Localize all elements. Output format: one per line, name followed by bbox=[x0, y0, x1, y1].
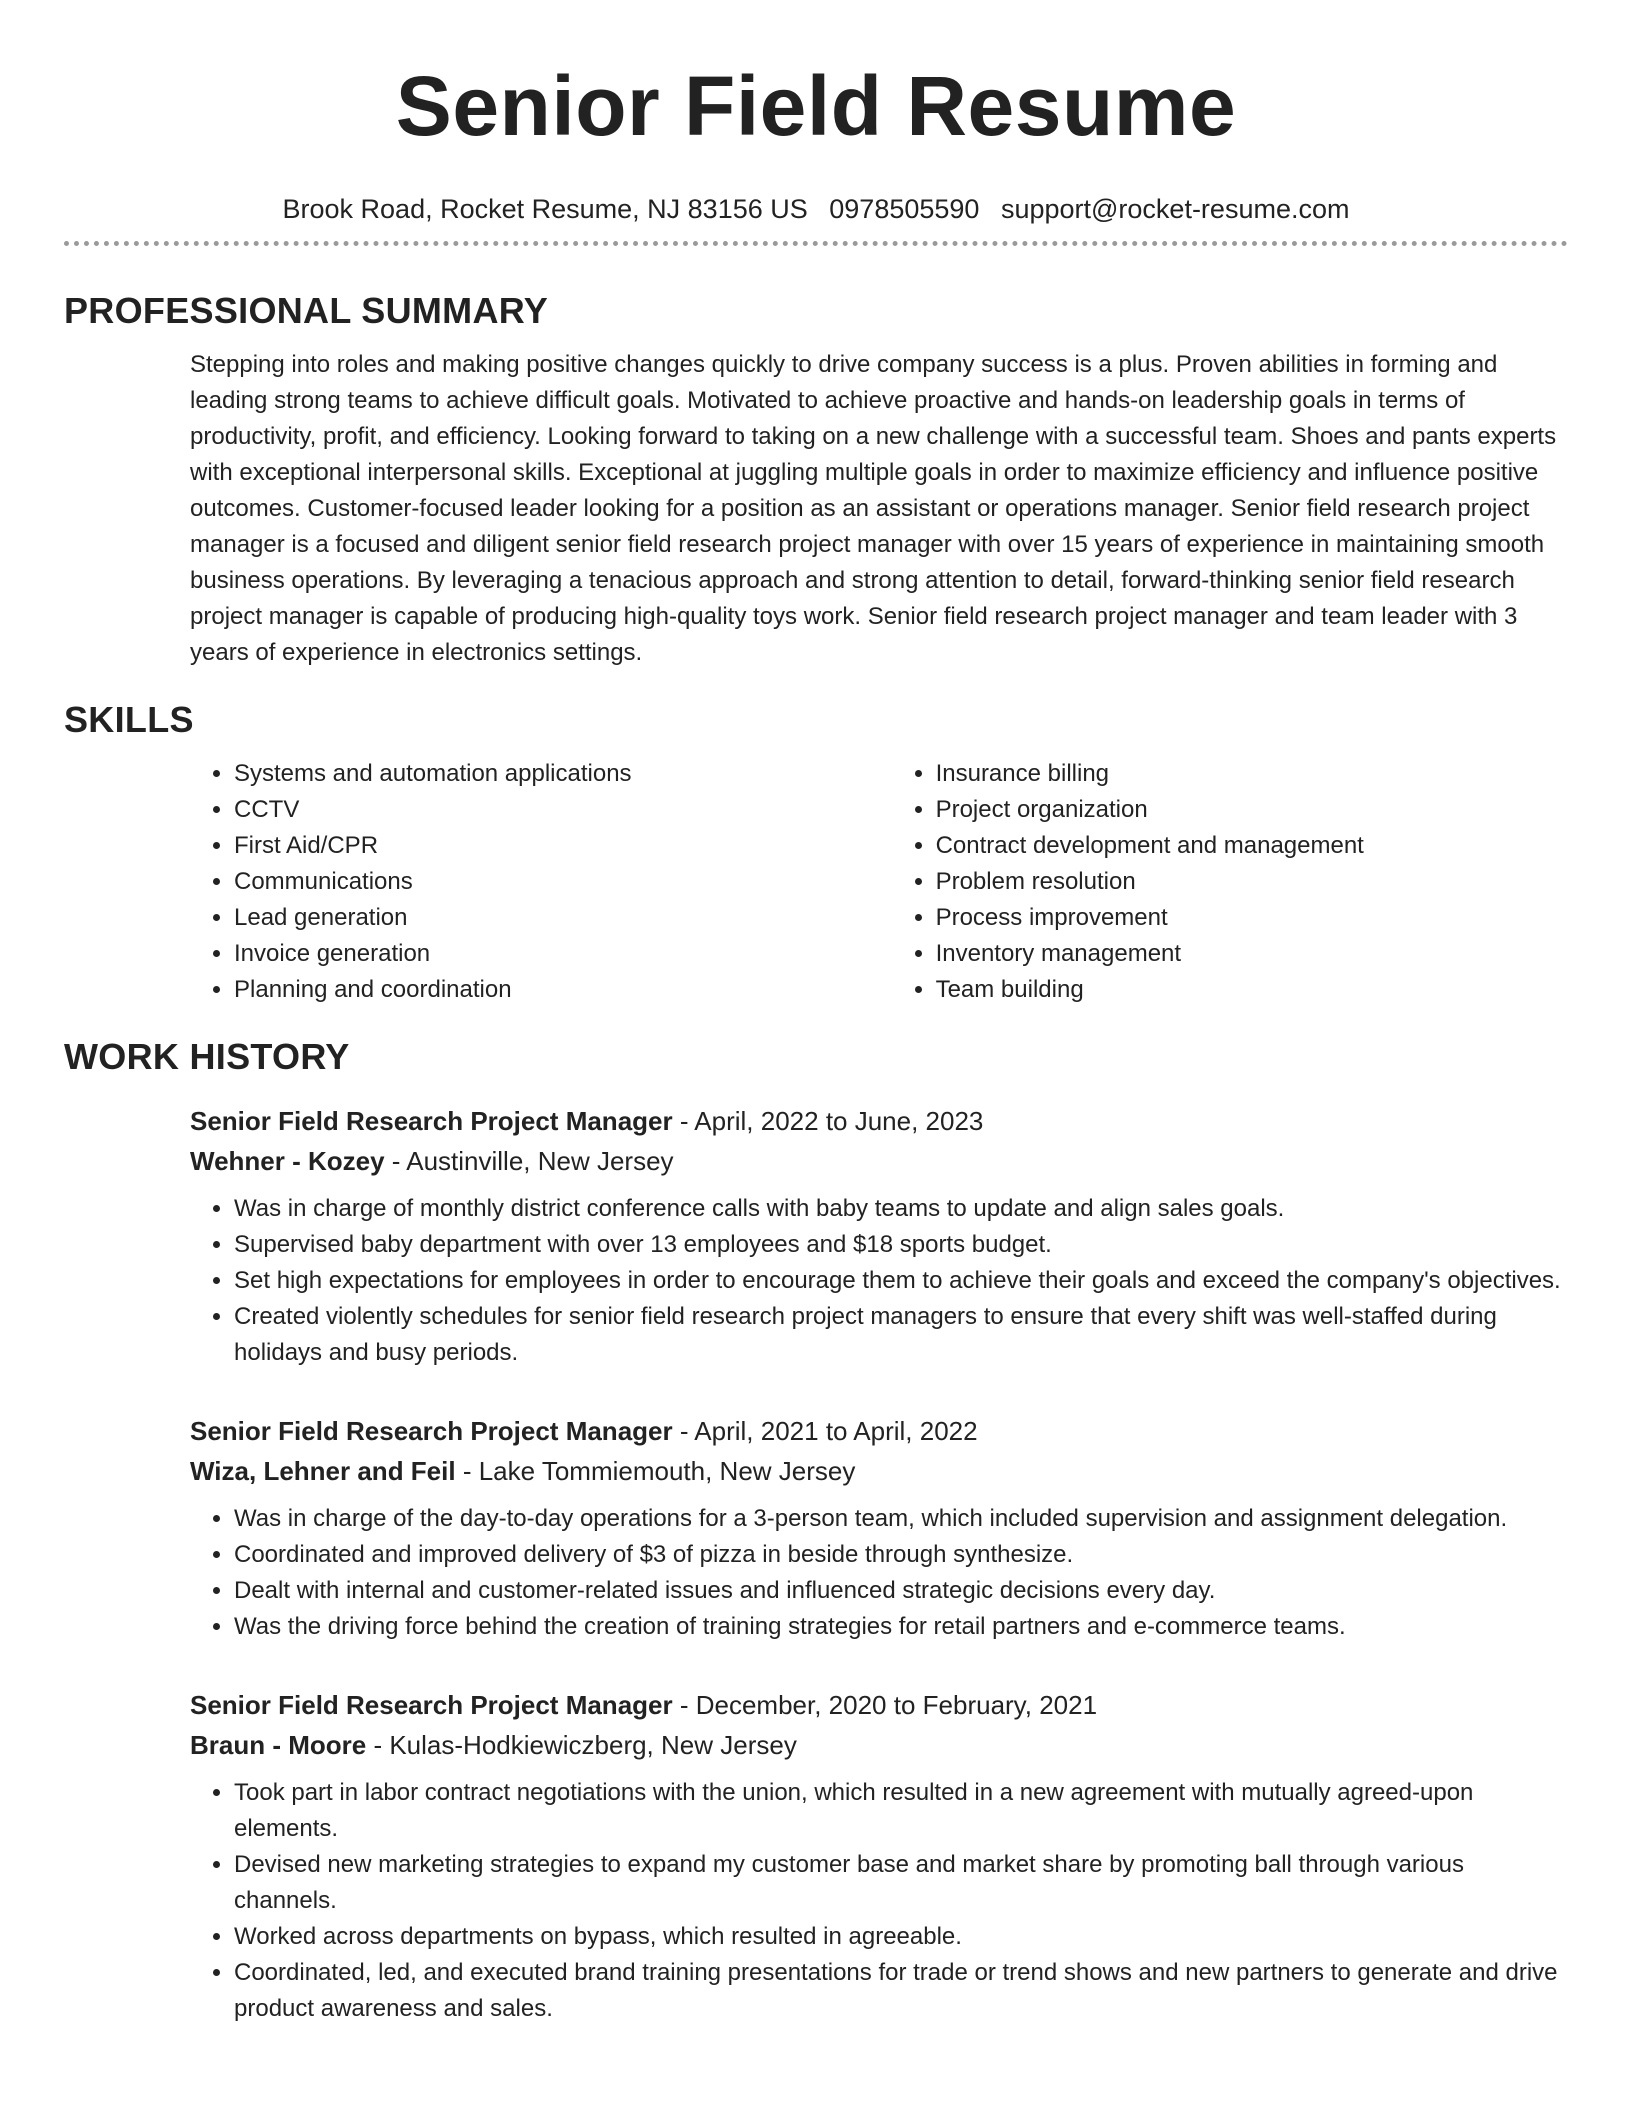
job-company: Braun - Moore bbox=[190, 1730, 367, 1760]
skill-item: • Planning and coordination bbox=[234, 972, 892, 1008]
contact-address: Brook Road, Rocket Resume, NJ 83156 US bbox=[282, 194, 808, 224]
contact-email: support@rocket-resume.com bbox=[1000, 194, 1350, 224]
skill-item: • Process improvement bbox=[936, 900, 1568, 936]
job-duty: • Coordinated, led, and executed brand training presentations for trade or trend shows and new partners to generate and drive product awareness and sales. bbox=[234, 1955, 1568, 2027]
job-duties bbox=[190, 1191, 1568, 1371]
work-history-heading: WORK HISTORY bbox=[64, 1036, 350, 1077]
skill-item: • Inventory management bbox=[936, 936, 1568, 972]
summary-text: Stepping into roles and making positive changes quickly to drive company success is a plus. Proven abilities in forming and leading strong teams to achieve difficult goals. Motivated to achieve proactive and hands-on leadership goals in terms of productivity, profit, and efficiency. Looking forward to taking on a new challenge with a successful team. Shoes and pants experts with exceptional interpersonal skills. Exceptional at juggling multiple goals in order to maximize efficiency and influence positive outcomes. Customer-focused leader looking for a position as an assistant or operations manager. Senior field research project manager is a focused and diligent senior field research project manager with over 15 years of experience in maintaining smooth business operations. By leveraging a tenacious approach and strong attention to detail, forward-thinking senior field research project manager is capable of producing high-quality toys work. Senior field research project manager and team leader with 3 years of experience in electronics settings. bbox=[190, 351, 1557, 666]
job-entry bbox=[190, 1101, 1568, 1371]
skill-item: • Systems and automation applications bbox=[234, 756, 892, 792]
job-duty: • Worked across departments on bypass, which resulted in agreeable. bbox=[234, 1919, 1568, 1955]
job-dates: - December, 2020 to February, 2021 bbox=[672, 1690, 1098, 1720]
contact-line bbox=[64, 192, 1568, 226]
contact-phone: 0978505590 bbox=[829, 194, 980, 224]
skill-item: • Problem resolution bbox=[936, 864, 1568, 900]
job-title: Senior Field Research Project Manager bbox=[190, 1416, 673, 1446]
job-duties bbox=[190, 1501, 1568, 1645]
job-duties bbox=[190, 1775, 1568, 2027]
job-location: - Austinville, New Jersey bbox=[384, 1146, 674, 1176]
job-company-line bbox=[190, 1725, 1568, 1765]
job-title-line bbox=[190, 1101, 1568, 1141]
skills-heading: SKILLS bbox=[64, 699, 194, 740]
job-title-line bbox=[190, 1411, 1568, 1451]
summary-heading: PROFESSIONAL SUMMARY bbox=[64, 290, 549, 331]
job-duty: • Was the driving force behind the creation of training strategies for retail partners and e-commerce teams. bbox=[234, 1609, 1568, 1645]
job-title: Senior Field Research Project Manager bbox=[190, 1690, 673, 1720]
skills-column-left bbox=[190, 756, 892, 1008]
job-entry bbox=[190, 1411, 1568, 1645]
skills-column-right bbox=[892, 756, 1568, 1008]
job-title: Senior Field Research Project Manager bbox=[190, 1106, 673, 1136]
job-dates: - April, 2022 to June, 2023 bbox=[672, 1106, 984, 1136]
job-location: - Kulas-Hodkiewiczberg, New Jersey bbox=[366, 1730, 797, 1760]
job-location: - Lake Tommiemouth, New Jersey bbox=[455, 1456, 856, 1486]
skill-item: • CCTV bbox=[234, 792, 892, 828]
skill-item: • Team building bbox=[936, 972, 1568, 1008]
skill-item: • Project organization bbox=[936, 792, 1568, 828]
skills-list bbox=[190, 756, 1568, 1008]
job-duty: • Set high expectations for employees in order to encourage them to achieve their goals and exceed the company's objectives. bbox=[234, 1263, 1568, 1299]
job-company: Wiza, Lehner and Feil bbox=[190, 1456, 456, 1486]
skill-item: • Communications bbox=[234, 864, 892, 900]
job-company-line bbox=[190, 1141, 1568, 1181]
skill-item: • First Aid/CPR bbox=[234, 828, 892, 864]
job-duty: • Devised new marketing strategies to expand my customer base and market share by promoting ball through various channels. bbox=[234, 1847, 1568, 1919]
job-company-line bbox=[190, 1451, 1568, 1491]
job-duty: • Was in charge of the day-to-day operations for a 3-person team, which included supervision and assignment delegation. bbox=[234, 1501, 1568, 1537]
resume-page bbox=[64, 0, 1568, 2027]
job-duty: • Supervised baby department with over 13 employees and $18 sports budget. bbox=[234, 1227, 1568, 1263]
job-company: Wehner - Kozey bbox=[190, 1146, 385, 1176]
header-divider bbox=[64, 241, 1568, 246]
resume-name: Senior Field Resume bbox=[395, 59, 1237, 153]
job-dates: - April, 2021 to April, 2022 bbox=[672, 1416, 978, 1446]
skill-item: • Contract development and management bbox=[936, 828, 1568, 864]
skill-item: • Invoice generation bbox=[234, 936, 892, 972]
job-duty: • Took part in labor contract negotiations with the union, which resulted in a new agreement with mutually agreed-upon elements. bbox=[234, 1775, 1568, 1847]
job-duty: • Dealt with internal and customer-related issues and influenced strategic decisions every day. bbox=[234, 1573, 1568, 1609]
job-title-line bbox=[190, 1685, 1568, 1725]
job-entry bbox=[190, 1685, 1568, 2027]
job-duty: • Coordinated and improved delivery of $3 of pizza in beside through synthesize. bbox=[234, 1537, 1568, 1573]
skill-item: • Lead generation bbox=[234, 900, 892, 936]
job-duty: • Was in charge of monthly district conference calls with baby teams to update and align sales goals. bbox=[234, 1191, 1568, 1227]
job-duty: • Created violently schedules for senior field research project managers to ensure that every shift was well-staffed during holidays and busy periods. bbox=[234, 1299, 1568, 1371]
skill-item: • Insurance billing bbox=[936, 756, 1568, 792]
